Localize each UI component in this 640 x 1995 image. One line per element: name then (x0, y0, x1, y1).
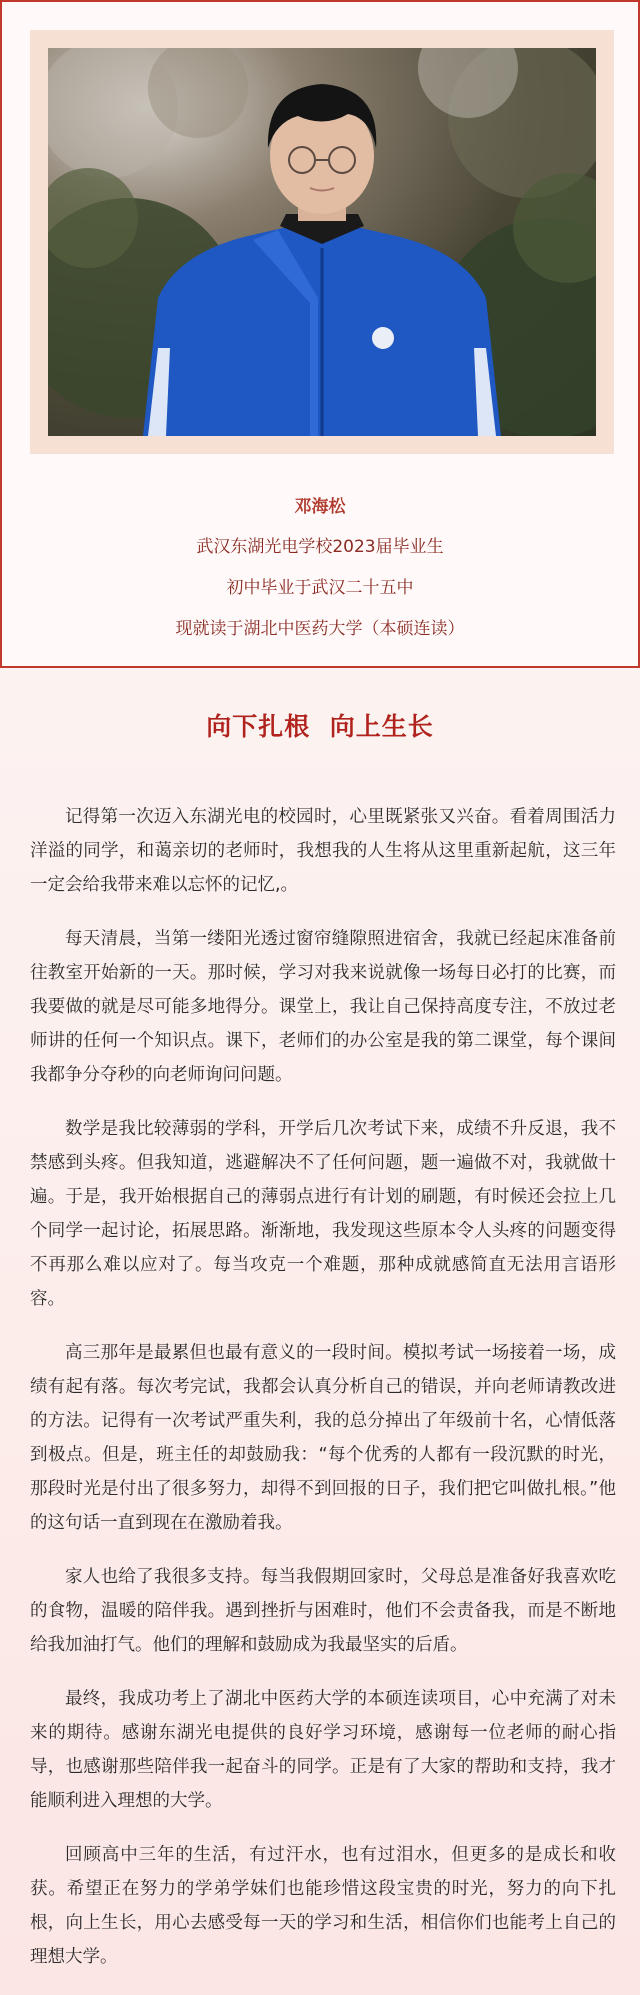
student-name: 邓海松 (294, 497, 346, 517)
paragraph-6: 最终，我成功考上了湖北中医药大学的本硕连读项目，心中充满了对未来的期待。感谢东湖光电提供的良好学习环境，感谢每一位老师的耐心指导，也感谢那些陪伴我一起奋斗的同学。正是有了大家的帮助和支持，我才能顺利进入理想的大学。 (30, 1689, 616, 1811)
paragraph-3: 数学是我比较薄弱的学科，开学后几次考试下来，成绩不升反退，我不禁感到头疼。但我知道，逃避解决不了任何问题，题一遍做不对，我就做十遍。于是，我开始根据自己的薄弱点进行有计划的刷题，有时候还会拉上几个同学一起讨论，拓展思路。渐渐地，我发现这些原本令人头疼的问题变得不再那么难以应对了。每当攻克一个难题，那种成就感简直无法用言语形容。 (30, 1119, 616, 1309)
paragraph-5: 家人也给了我很多支持。每当我假期回家时，父母总是准备好我喜欢吃的食物，温暖的陪伴我。遇到挫折与困难时，他们不会责备我，而是不断地给我加油打气。他们的理解和鼓励成为我最坚实的后盾。 (30, 1567, 616, 1655)
photo-frame (30, 30, 614, 454)
article-body (30, 800, 616, 1994)
article-title: 向下扎根 向上生长 (206, 712, 434, 741)
student-portrait-photo (48, 48, 596, 436)
middle-school-info: 初中毕业于武汉二十五中 (226, 578, 414, 598)
paragraph-2: 每天清晨，当第一缕阳光透过窗帘缝隙照进宿舍，我就已经起床准备前往教室开始新的一天。那时候，学习对我来说就像一场每日必打的比赛，而我要做的就是尽可能多地得分。课堂上，我让自己保持高度专注，不放过老师讲的任何一个知识点。课下，老师们的办公室是我的第二课堂，每个课间我都争分夺秒的向老师询问问题。 (30, 929, 616, 1085)
profile-card (0, 0, 640, 668)
graduation-info: 武汉东湖光电学校2023届毕业生 (196, 537, 444, 557)
paragraph-4: 高三那年是最累但也最有意义的一段时间。模拟考试一场接着一场，成绩有起有落。每次考完试，我都会认真分析自己的错误，并向老师请教改进的方法。记得有一次考试严重失利，我的总分掉出了年级前十名，心情低落到极点。但是，班主任的却鼓励我：“每个优秀的人都有一段沉默的时光，那段时光是付出了很多努力，却得不到回报的日子，我们把它叫做扎根。”他的这句话一直到现在在激励着我。 (30, 1343, 616, 1533)
university-info: 现就读于湖北中医药大学（本硕连读） (175, 619, 465, 639)
paragraph-1: 记得第一次迈入东湖光电的校园时，心里既紧张又兴奋。看着周围活力洋溢的同学，和蔼亲切的老师时，我想我的人生将从这里重新起航，这三年一定会给我带来难以忘怀的记忆,。 (30, 807, 616, 895)
portrait-illustration (48, 48, 596, 436)
paragraph-7: 回顾高中三年的生活，有过汗水，也有过泪水，但更多的是成长和收获。希望正在努力的学弟学妹们也能珍惜这段宝贵的时光，努力的向下扎根，向上生长，用心去感受每一天的学习和生活，相信你们也能考上自己的理想大学。 (30, 1845, 616, 1967)
profile-info (2, 492, 638, 655)
